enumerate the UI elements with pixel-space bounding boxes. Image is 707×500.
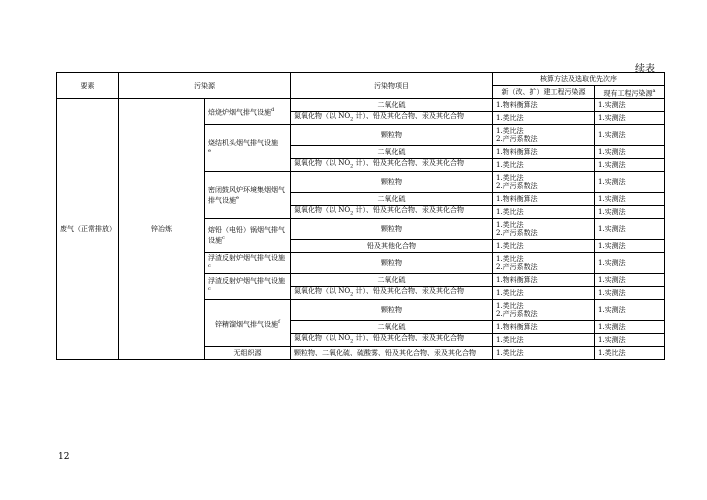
method-existing-cell: 1.实测法 xyxy=(595,146,665,159)
method-new-cell: 1.类比法 xyxy=(493,206,595,219)
pollutant-cell: 二氧化硫 xyxy=(291,99,493,112)
pollutant-cell: 二氧化硫 xyxy=(291,274,493,287)
method-new-cell: 1.物料衡算法 xyxy=(493,274,595,287)
pollutant-cell: 氮氧化物（以 $NO_2$ 计）、铅及其化合物、汞及其化合物 xyxy=(291,206,493,219)
method-existing-cell: 1.实测法 xyxy=(595,112,665,125)
pollutant-cell: 二氧化硫 xyxy=(291,193,493,206)
method-new-cell: 1.类比法 xyxy=(493,159,595,172)
method-new-cell: 1.类比法 2.产污系数法 xyxy=(493,172,595,193)
pollutant-cell: 二氧化硫 xyxy=(291,321,493,334)
method-existing-cell: 1.实测法 xyxy=(595,253,665,274)
method-existing-cell: 1.实测法 xyxy=(595,172,665,193)
source-cell: 密闭鼓风炉环境集烟烟气排气设施$^e$ xyxy=(205,172,291,219)
method-existing-cell: 1.实测法 xyxy=(595,193,665,206)
method-existing-cell: 1.实测法 xyxy=(595,334,665,347)
method-existing-cell: 1.实测法 xyxy=(595,300,665,321)
industry-cell: 锌冶炼 xyxy=(119,99,205,360)
header-method-existing: 现有工程污染源$^a$ xyxy=(595,86,665,99)
pollutant-cell: 颗粒物 xyxy=(291,125,493,146)
pollution-accounting-table xyxy=(56,72,665,360)
method-new-cell: 1.物料衡算法 xyxy=(493,99,595,112)
source-cell: 熔铅（电铅）锅烟气排气设施$^c$ xyxy=(205,219,291,253)
method-existing-cell: 1.实测法 xyxy=(595,206,665,219)
header-row-1 xyxy=(57,73,665,86)
pollutant-cell: 氮氧化物（以 $NO_2$ 计）、铅及其化合物、汞及其化合物 xyxy=(291,112,493,125)
source-cell: 无组织源 xyxy=(205,347,291,360)
method-new-cell: 1.类比法 xyxy=(493,334,595,347)
method-new-cell: 1.类比法 2.产污系数法 xyxy=(493,253,595,274)
header-method-group: 核算方法及选取优先次序 xyxy=(493,73,665,86)
method-existing-cell: 1.类比法 xyxy=(595,347,665,360)
method-new-cell: 1.类比法 xyxy=(493,287,595,300)
method-existing-cell: 1.实测法 xyxy=(595,159,665,172)
pollutant-cell: 颗粒物 xyxy=(291,219,493,240)
method-new-cell: 1.类比法 2.产污系数法 xyxy=(493,219,595,240)
method-new-cell: 1.物料衡算法 xyxy=(493,321,595,334)
method-existing-cell: 1.实测法 xyxy=(595,125,665,146)
header-element: 要素 xyxy=(57,73,119,99)
element-cell: 废气（正常排放） xyxy=(57,99,119,360)
method-new-cell: 1.物料衡算法 xyxy=(493,146,595,159)
pollutant-cell: 颗粒物 xyxy=(291,300,493,321)
method-new-cell: 1.类比法 2.产污系数法 xyxy=(493,300,595,321)
method-existing-cell: 1.实测法 xyxy=(595,321,665,334)
pollutant-cell: 氮氧化物（以 $NO_2$ 计）、铅及其化合物、汞及其化合物 xyxy=(291,159,493,172)
page-number: 12 xyxy=(58,452,70,462)
method-new-cell: 1.类比法 xyxy=(493,240,595,253)
source-cell: 烧结机头烟气排气设施 $^e$ xyxy=(205,125,291,172)
method-new-cell: 1.物料衡算法 xyxy=(493,193,595,206)
pollutant-cell: 颗粒物、二氧化硫、硫酸雾、铅及其化合物、汞及其化合物 xyxy=(291,347,493,360)
source-cell: 浮渣反射炉烟气排气设施$^c$ xyxy=(205,253,291,274)
source-cell: 锌精馏烟气排气设施$^f$ xyxy=(205,300,291,347)
method-existing-cell: 1.实测法 xyxy=(595,219,665,240)
header-source: 污染源 xyxy=(119,73,291,99)
method-new-cell: 1.类比法 xyxy=(493,112,595,125)
pollutant-cell: 二氧化硫 xyxy=(291,146,493,159)
source-cell: 浮渣反射炉烟气排气设施$^c$ xyxy=(205,274,291,300)
method-existing-cell: 1.实测法 xyxy=(595,287,665,300)
pollutant-cell: 氮氧化物（以 $NO_2$ 计）、铅及其化合物、汞及其化合物 xyxy=(291,334,493,347)
source-cell: 焙烧炉烟气排气设施$^d$ xyxy=(205,99,291,125)
pollutant-cell: 铅及其他化合物 xyxy=(291,240,493,253)
pollutant-cell: 氮氧化物（以 $NO_2$ 计）、铅及其化合物、汞及其化合物 xyxy=(291,287,493,300)
header-pollutant-item: 污染物项目 xyxy=(291,73,493,99)
method-new-cell: 1.类比法 2.产污系数法 xyxy=(493,125,595,146)
method-existing-cell: 1.实测法 xyxy=(595,99,665,112)
method-existing-cell: 1.实测法 xyxy=(595,274,665,287)
table-row xyxy=(57,99,665,112)
method-existing-cell: 1.实测法 xyxy=(595,240,665,253)
pollutant-cell: 颗粒物 xyxy=(291,172,493,193)
continued-label: 续表 xyxy=(635,64,655,75)
pollutant-cell: 颗粒物 xyxy=(291,253,493,274)
header-method-new: 新（改、扩）建工程污染源 xyxy=(493,86,595,99)
method-new-cell: 1.类比法 xyxy=(493,347,595,360)
